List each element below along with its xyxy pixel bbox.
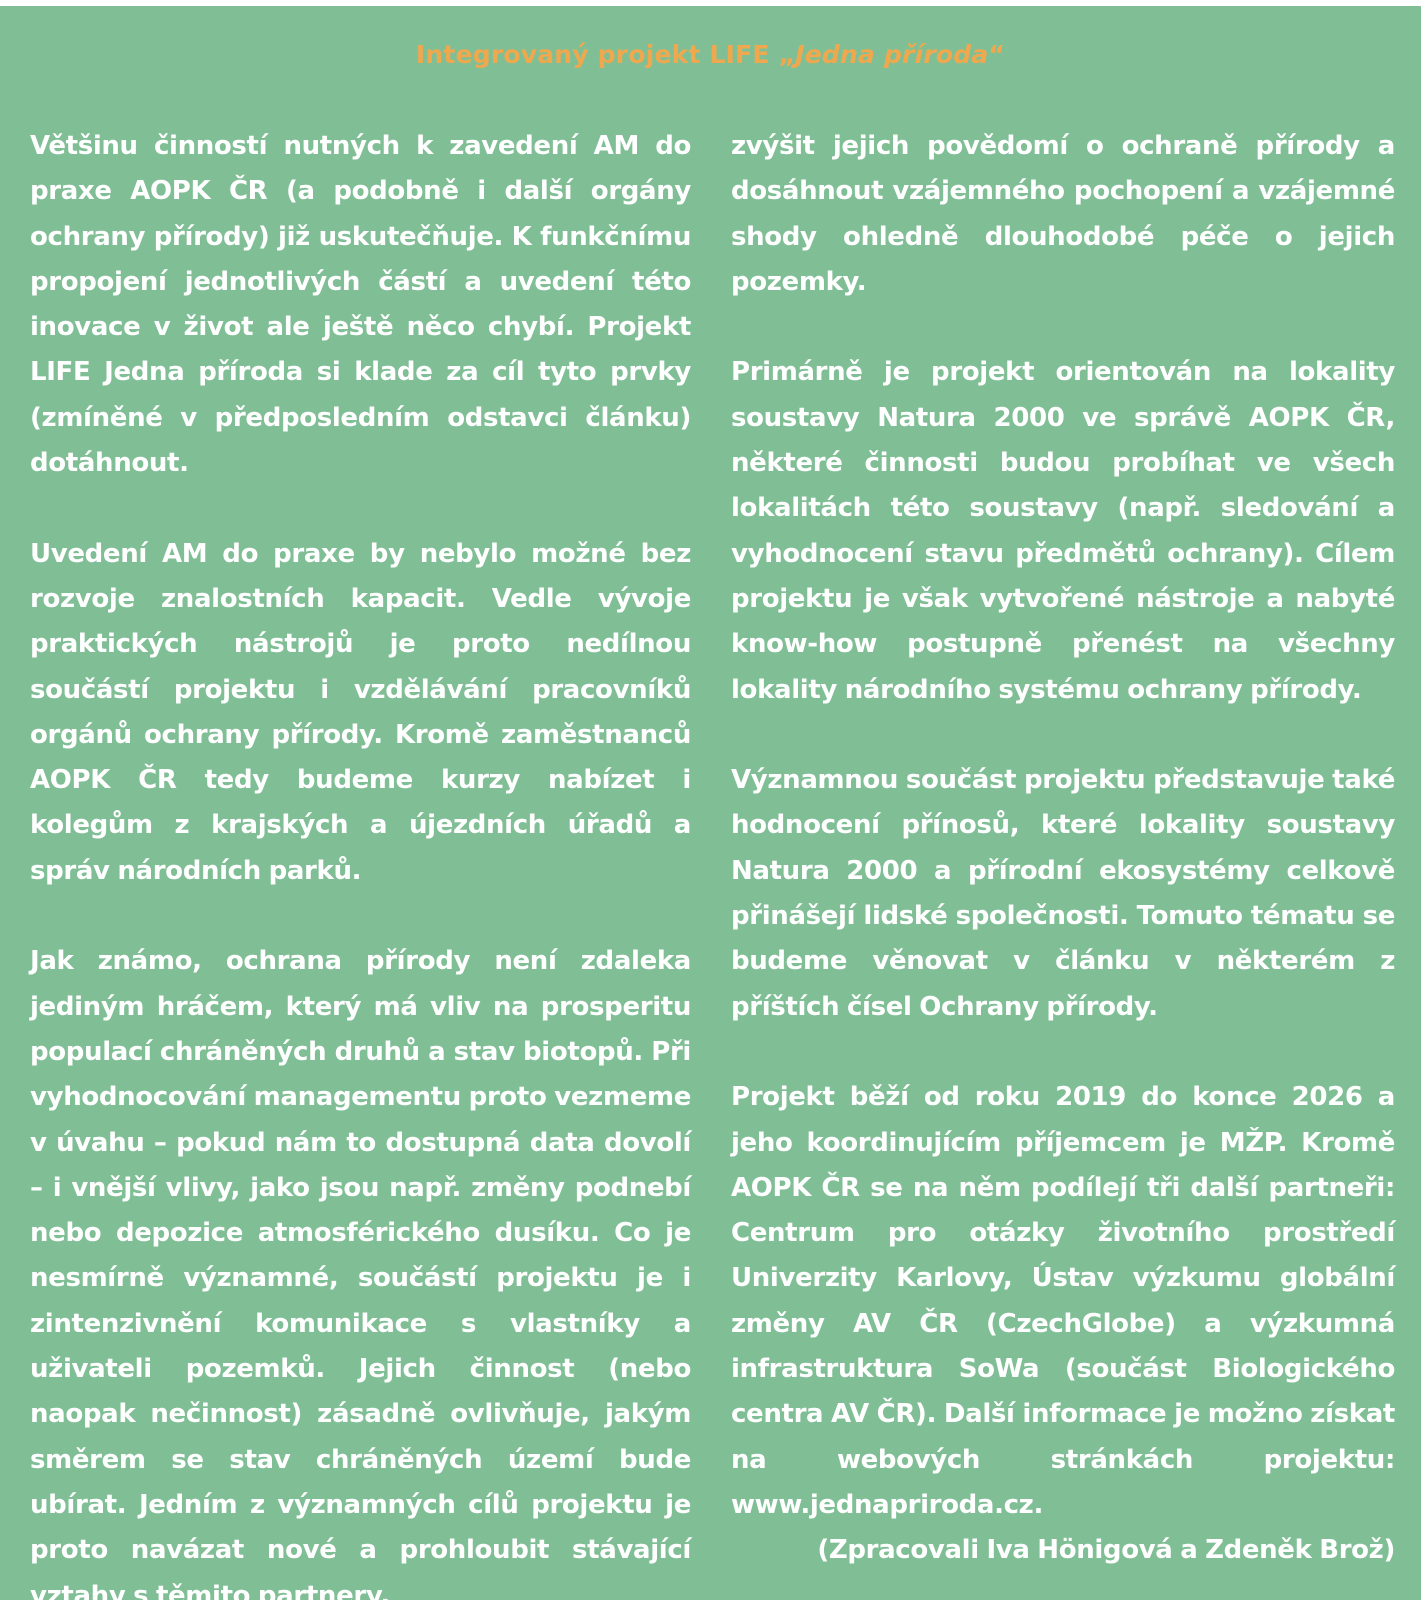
title-italic: Jedna příroda [795,40,989,69]
paragraph: Většinu činností nutných k zavedení AM do praxe AOPK ČR (a podobně i další orgány ochrany přírody) již uskutečňuje. K funkčnímu propojení jednotlivých částí a uvedení této inovace v život ale ještě něco chybí. Projekt LIFE Jedna příroda si klade za cíl tyto prvky (zmíněné v předposledním odstavci článku) dotáhnout. [30,131,691,479]
author-credit: (Zpracovali Iva Hönigová a Zdeněk Brož) [817,1535,1395,1566]
title-prefix: Integrovaný projekt LIFE „ [415,40,796,69]
title-suffix: “ [988,40,1006,69]
paragraph: Uvedení AM do praxe by nebylo možné bez rozvoje znalostních kapacit. Vedle vývoje praktických nástrojů je proto nedílnou součástí projektu i vzdělávání pracovníků orgánů ochrany přírody. Kromě zaměstnanců AOPK ČR tedy budeme kurzy nabízet i kolegům z krajských a újezdních úřadů a správ národních parků. [30,538,691,886]
left-column [30,124,691,1619]
paragraph: Významnou součást projektu představuje také hodnocení přínosů, které lokality soustavy Natura 2000 a přírodní ekosystémy celkově přinášejí lidské společnosti. Tomuto tématu se budeme věnovat v článku v některém z příštích čísel Ochrany přírody. [731,765,1395,1022]
info-box [0,6,1421,1611]
box-title [0,40,1421,69]
paragraph: zvýšit jejich povědomí o ochraně přírody a dosáhnout vzájemného pochopení a vzájemné shody ohledně dlouhodobé péče o jejich pozemky. [731,131,1395,297]
right-column [731,124,1395,1574]
paragraph: Projekt běží od roku 2019 do konce 2026 a jeho koordinujícím příjemcem je MŽP. Kromě AOPK ČR se na něm podílejí tři další partneři: Centrum pro otázky životního prostředí Univerzity Karlovy, Ústav výzkumu globální změny AV ČR (CzechGlobe) a výzkumná infrastruktura SoWa (součást Biologického centra AV ČR). Další informace je možno získat na webových stránkách projektu: www.jednapriroda.cz. [731,1082,1395,1520]
paragraph: Primárně je projekt orientován na lokality soustavy Natura 2000 ve správě AOPK ČR, některé činnosti budou probíhat ve všech lokalitách této soustavy (např. sledování a vyhodnocení stavu předmětů ochrany). Cílem projektu je však vytvořené nástroje a nabyté know-how postupně přenést na všechny lokality národního systému ochrany přírody. [731,357,1395,705]
paragraph: Jak známo, ochrana přírody není zdaleka jediným hráčem, který má vliv na prosperitu populací chráněných druhů a stav biotopů. Při vyhodnocování managementu proto vezmeme v úvahu – pokud nám to dostupná data dovolí – i vnější vlivy, jako jsou např. změny podnebí nebo depozice atmosférického dusíku. Co je nesmírně významné, součástí projektu je i zintenzivnění komunikace s vlastníky a uživateli pozemků. Jejich činnost (nebo naopak nečinnost) zásadně ovlivňuje, jakým směrem se stav chráněných území bude ubírat. Jedním z významných cílů projektu je proto navázat nové a prohloubit stávající vztahy s těmito partnery, [30,946,691,1611]
